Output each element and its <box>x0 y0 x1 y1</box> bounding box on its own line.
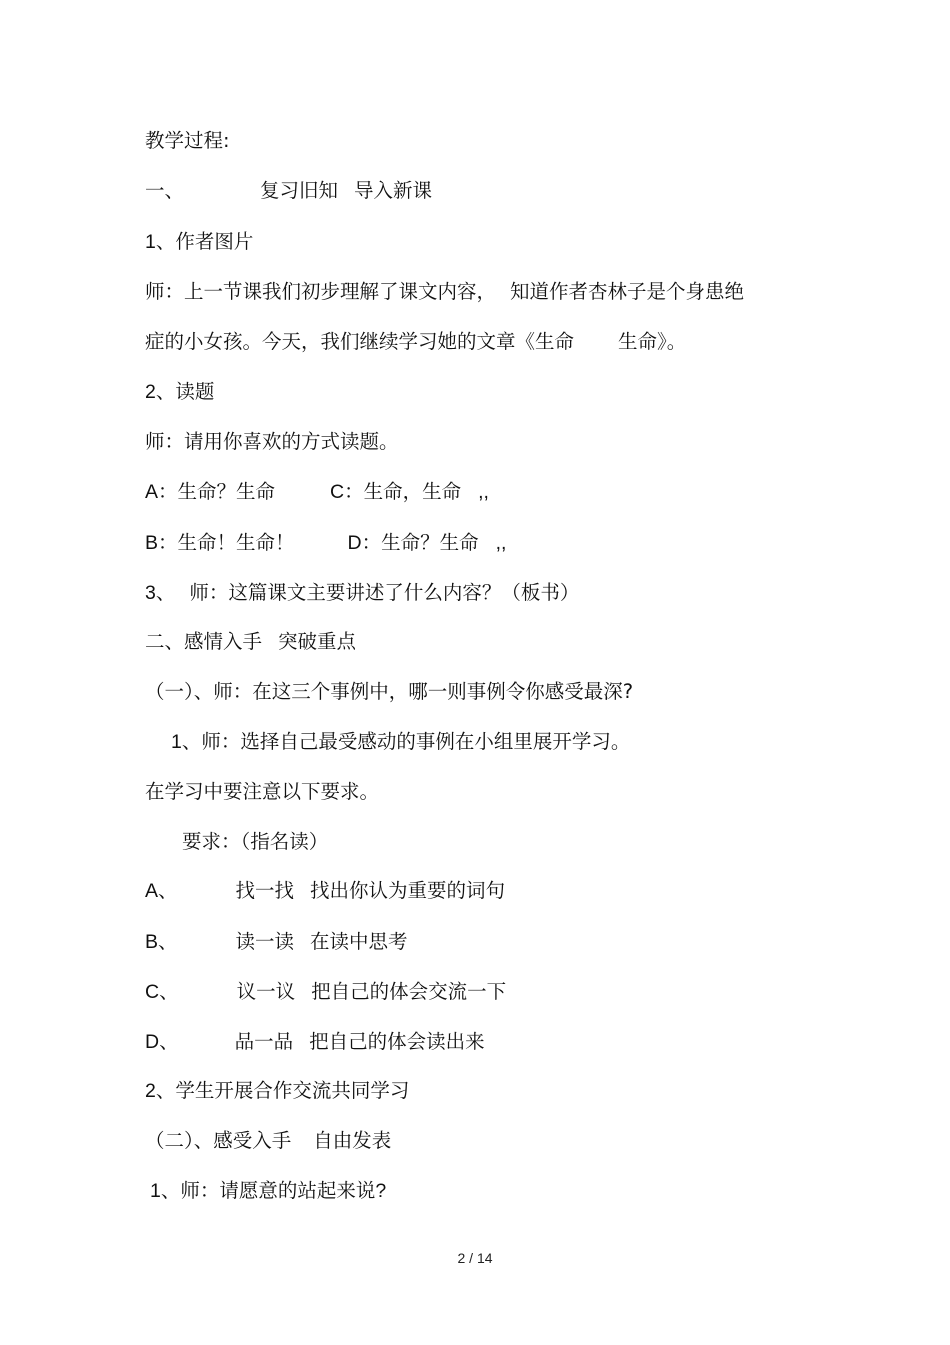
req-letter: A、 <box>145 880 178 902</box>
heading-teaching-process: 教学过程: <box>145 129 230 152</box>
req-detail: 在读中思考 <box>310 931 408 953</box>
section-title-part2: 突破重点 <box>278 630 357 653</box>
req-letter: D、 <box>145 1031 179 1053</box>
text-segment: 知道作者杏林子是个身患绝 <box>510 280 745 303</box>
requirement-c <box>145 979 506 1005</box>
requirement-d <box>145 1029 485 1055</box>
ellipsis-mark: ,, <box>495 532 507 554</box>
subsection-two <box>145 1128 391 1154</box>
req-verb: 品一品 <box>234 1031 294 1053</box>
req-verb: 找一找 <box>235 880 295 902</box>
subsection-one: （一）、师：在这三个事例中，哪一则事例令你感受最深? <box>145 680 634 703</box>
req-verb: 读一读 <box>235 931 295 953</box>
paragraph-line <box>145 329 686 355</box>
req-detail: 找出你认为重要的词句 <box>310 880 506 902</box>
section-number: 一、 <box>145 179 185 202</box>
text-segment: （二）、感受入手 <box>145 1129 292 1152</box>
section-one-heading <box>145 178 432 204</box>
ellipsis-mark: ,, <box>478 481 489 503</box>
item-volunteers-speak: 1、师：请愿意的站起来说? <box>150 1180 387 1202</box>
section-two-heading <box>145 629 356 655</box>
option-line-a-c <box>145 479 489 505</box>
section-title-part1: 复习旧知 <box>260 179 339 202</box>
text-segment: 师：上一节课我们初步理解了课文内容， <box>145 280 497 303</box>
text-segment: 自由发表 <box>313 1129 392 1152</box>
item-author-picture: 1、作者图片 <box>145 231 254 253</box>
req-letter: B、 <box>145 931 178 953</box>
item-three <box>145 580 579 606</box>
text-segment: 生命》。 <box>618 330 687 353</box>
requirement-b <box>145 929 408 955</box>
option-d: D：生命？生命 <box>347 532 479 554</box>
item-number: 3、 <box>145 582 176 604</box>
req-verb: 议一议 <box>236 981 296 1003</box>
requirements-label: 要求：（指名读） <box>182 830 329 853</box>
item-group-study: 1、师：选择自己最受感动的事例在小组里展开学习。 <box>171 731 631 753</box>
item-read-title: 2、读题 <box>145 381 215 403</box>
requirement-a <box>145 878 505 904</box>
text-segment: 症的小女孩。今天，我们继续学习她的文章《生命 <box>145 330 575 353</box>
paragraph-line: 师：请用你喜欢的方式读题。 <box>145 430 399 453</box>
page-number: 2 / 14 <box>457 1250 493 1266</box>
section-title-part1: 二、感情入手 <box>145 630 263 653</box>
req-detail: 把自己的体会读出来 <box>309 1031 485 1053</box>
text-segment: 师：这篇课文主要讲述了什么内容？（板书） <box>189 582 580 604</box>
req-detail: 把自己的体会交流一下 <box>311 981 507 1003</box>
option-line-b-d <box>145 530 506 556</box>
item-cooperative-learning: 2、学生开展合作交流共同学习 <box>145 1080 410 1102</box>
option-b: B：生命！生命！ <box>145 532 295 554</box>
paragraph-line <box>145 279 744 305</box>
req-letter: C、 <box>145 981 179 1003</box>
option-a: A：生命？生命 <box>145 481 276 503</box>
paragraph-line: 在学习中要注意以下要求。 <box>145 780 380 803</box>
option-c: C：生命，生命 <box>330 481 462 503</box>
section-title-part2: 导入新课 <box>354 179 433 202</box>
